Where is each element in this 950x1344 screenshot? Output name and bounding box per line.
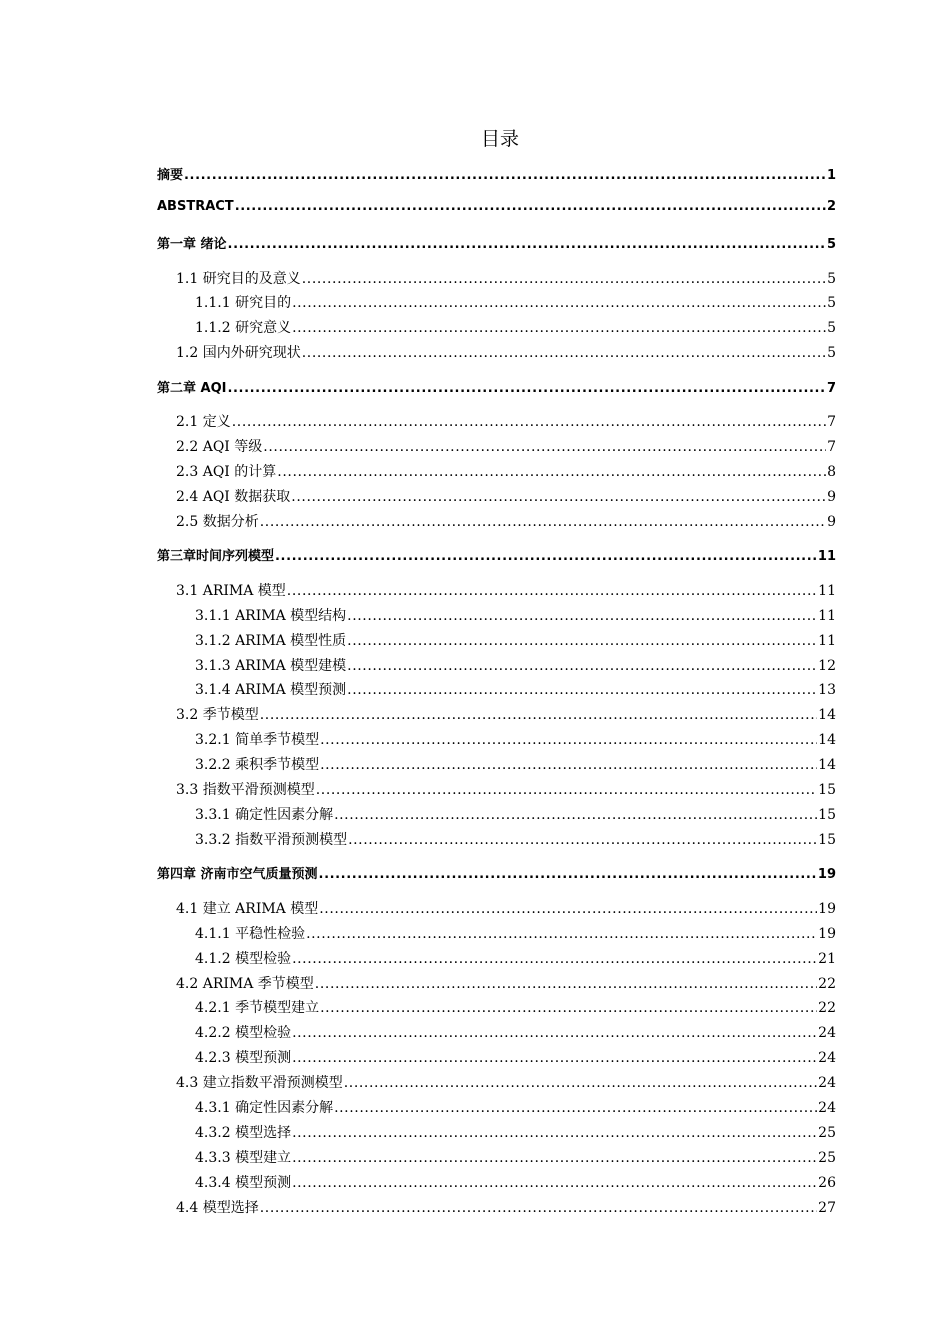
toc-dot-leader [320,732,817,748]
toc-entry-page-number: 8 [827,464,836,480]
toc-entry[interactable] [176,1072,836,1092]
toc-dot-leader [319,901,817,917]
toc-entry[interactable] [176,268,836,288]
toc-entry-title: ABSTRACT [157,198,234,214]
toc-dot-leader [334,1100,817,1116]
toc-dot-leader [292,951,817,967]
toc-entry-title: 4.3 建立指数平滑预测模型 [176,1075,343,1092]
toc-entry-page-number: 25 [818,1149,836,1166]
toc-entry-page-number: 25 [818,1124,836,1141]
toc-entry[interactable] [195,1172,836,1192]
toc-dot-leader [184,168,826,183]
toc-entry-title: 2.3 AQI 的计算 [176,464,277,480]
toc-entry[interactable] [157,233,836,253]
toc-entry-page-number: 14 [818,707,836,724]
toc-dot-leader [347,682,817,698]
toc-dot-leader [260,514,826,530]
toc-dot-leader [292,320,826,336]
toc-entry[interactable] [195,729,836,749]
toc-entry-page-number: 15 [818,831,836,848]
toc-entry[interactable] [176,411,836,431]
toc-entry[interactable] [157,377,836,397]
toc-entry[interactable] [176,461,836,481]
toc-entry-page-number: 5 [827,270,836,287]
toc-dot-leader [302,271,826,287]
toc-entry[interactable] [195,655,836,675]
toc-entry[interactable] [176,511,836,531]
toc-entry-title: 4.3.3 模型建立 [195,1149,292,1166]
toc-dot-leader [347,608,817,624]
toc-entry[interactable] [157,863,836,883]
toc-entry[interactable] [176,973,836,993]
toc-entry[interactable] [176,704,836,724]
toc-entry-page-number: 5 [827,345,836,362]
toc-entry-page-number: 14 [818,757,836,774]
toc-entry-page-number: 1 [826,168,836,183]
toc-entry-title: 4.1.2 模型检验 [195,950,292,967]
toc-entry-page-number: 12 [818,657,836,674]
toc-entry-title: 3.1.4 ARIMA 模型预测 [195,682,347,699]
toc-entry-page-number: 5 [827,320,836,337]
toc-entry[interactable] [195,679,836,699]
toc-entry[interactable] [195,923,836,943]
toc-entry[interactable] [195,948,836,968]
page-title: 目录 [480,128,519,150]
toc-entry-title: 4.2.1 季节模型建立 [195,1000,320,1017]
toc-entry[interactable] [157,164,836,184]
toc-entry-title: 摘要 [157,168,184,183]
toc-entry-page-number: 15 [818,806,836,823]
toc-dot-leader [344,1075,817,1091]
toc-entry-title: 4.1 建立 ARIMA 模型 [176,900,319,917]
toc-entry[interactable] [176,1197,836,1217]
toc-entry-page-number: 5 [827,295,836,312]
toc-entry-title: 第一章 绪论 [157,237,227,252]
toc-entry[interactable] [195,317,836,337]
toc-entry-page-number: 14 [818,732,836,749]
toc-entry-title: 1.1.1 研究目的 [195,295,292,312]
toc-entry-title: 2.5 数据分析 [176,513,259,530]
toc-entry-title: 4.4 模型选择 [176,1199,259,1216]
toc-entry[interactable] [176,486,836,506]
toc-entry[interactable] [195,829,836,849]
toc-dot-leader [260,1200,817,1216]
toc-dot-leader [292,1125,817,1141]
toc-entry-title: 3.3 指数平滑预测模型 [176,782,315,798]
toc-entry-page-number: 26 [818,1174,836,1191]
toc-entry-title: 第四章 济南市空气质量预测 [157,867,318,883]
toc-entry-page-number: 24 [818,1050,836,1067]
toc-dot-leader [292,295,826,311]
toc-entry-title: 3.2.2 乘积季节模型 [195,757,320,774]
toc-entry-page-number: 11 [818,632,836,649]
toc-entry[interactable] [195,1122,836,1142]
toc-entry-page-number: 9 [827,513,836,530]
toc-dot-leader [228,237,826,252]
toc-entry-title: 第三章时间序列模型 [157,549,275,565]
toc-entry-title: 4.2.2 模型检验 [195,1025,292,1042]
toc-entry-title: 3.3.2 指数平滑预测模型 [195,831,348,848]
toc-dot-leader [232,414,826,430]
toc-dot-leader [316,782,817,798]
toc-entry[interactable] [195,1147,836,1167]
toc-entry-page-number: 13 [818,682,836,699]
toc-dot-leader [227,381,825,396]
toc-entry-page-number: 19 [817,867,836,883]
toc-dot-leader [235,199,826,214]
toc-dot-leader [306,926,817,942]
toc-dot-leader [302,345,826,361]
toc-dot-leader [275,549,817,564]
toc-entry[interactable] [176,580,836,600]
toc-entry-title: 4.3.4 模型预测 [195,1174,292,1191]
toc-entry-title: 4.3.1 确定性因素分解 [195,1100,334,1116]
toc-entry-title: 2.4 AQI 数据获取 [176,488,291,505]
toc-dot-leader [315,976,817,992]
toc-entry-page-number: 15 [818,782,836,798]
toc-entry[interactable] [195,997,836,1017]
toc-entry-page-number: 22 [818,1000,836,1017]
toc-entry[interactable] [195,1022,836,1042]
toc-entry-page-number: 24 [818,1075,836,1092]
toc-entry[interactable] [195,292,836,312]
toc-entry-title: 3.2 季节模型 [176,707,259,724]
toc-entry-page-number: 2 [826,198,836,214]
toc-entry-title: 3.1.1 ARIMA 模型结构 [195,607,347,624]
toc-entry[interactable] [176,342,836,362]
toc-entry[interactable] [176,436,836,456]
toc-entry-page-number: 11 [818,582,836,599]
toc-entry-page-number: 24 [818,1100,836,1116]
toc-dot-leader [292,1150,817,1166]
toc-entry[interactable] [157,199,836,219]
toc-dot-leader [334,807,817,823]
toc-entry-page-number: 11 [818,607,836,624]
toc-entry-page-number: 27 [818,1199,836,1216]
toc-dot-leader [319,867,817,882]
toc-entry-title: 2.1 定义 [176,414,231,431]
toc-entry-page-number: 7 [827,439,836,456]
toc-dot-leader [260,707,817,723]
toc-entry[interactable] [157,545,836,565]
toc-entry[interactable] [195,630,836,650]
toc-entry-page-number: 19 [818,900,836,917]
toc-entry-page-number: 9 [827,488,836,505]
toc-entry-title: 3.1 ARIMA 模型 [176,582,286,599]
toc-entry-title: 3.1.3 ARIMA 模型建模 [195,657,347,674]
toc-entry-page-number: 22 [818,975,836,992]
toc-dot-leader [287,583,817,599]
toc-entry-title: 1.1 研究目的及意义 [176,270,301,287]
toc-entry-title: 3.1.2 ARIMA 模型性质 [195,632,347,649]
toc-dot-leader [292,1175,817,1191]
toc-dot-leader [320,757,817,773]
toc-entry-page-number: 7 [827,414,836,431]
toc-entry-page-number: 24 [818,1025,836,1042]
toc-dot-leader [291,489,826,505]
toc-dot-leader [348,832,817,848]
toc-dot-leader [263,439,826,455]
toc-entry[interactable] [195,605,836,625]
toc-entry[interactable] [176,898,836,918]
toc-entry-page-number: 21 [818,950,836,967]
toc-entry-title: 第二章 AQI [157,380,227,396]
toc-entry[interactable] [176,779,836,799]
toc-entry[interactable] [195,754,836,774]
toc-dot-leader [320,1000,817,1016]
toc-dot-leader [292,1050,817,1066]
toc-entry[interactable] [195,1047,836,1067]
toc-dot-leader [347,633,817,649]
toc-entry-title: 4.2 ARIMA 季节模型 [176,975,314,992]
toc-entry-title: 1.1.2 研究意义 [195,320,292,337]
toc-entry-page-number: 11 [817,549,836,565]
toc-entry[interactable] [195,1097,836,1117]
toc-entry-title: 4.3.2 模型选择 [195,1124,292,1141]
toc-entry-title: 4.1.1 平稳性检验 [195,925,306,942]
toc-entry-page-number: 5 [826,237,836,252]
toc-entry-page-number: 19 [818,925,836,942]
toc-entry-title: 4.2.3 模型预测 [195,1050,292,1067]
toc-dot-leader [292,1025,817,1041]
toc-entry-page-number: 7 [826,380,836,396]
toc-dot-leader [277,464,826,480]
toc-entry[interactable] [195,804,836,824]
toc-entry-title: 3.3.1 确定性因素分解 [195,806,334,823]
toc-dot-leader [347,658,817,674]
toc-entry-title: 2.2 AQI 等级 [176,439,263,456]
toc-entry-title: 3.2.1 简单季节模型 [195,732,320,749]
toc-entry-title: 1.2 国内外研究现状 [176,345,301,362]
